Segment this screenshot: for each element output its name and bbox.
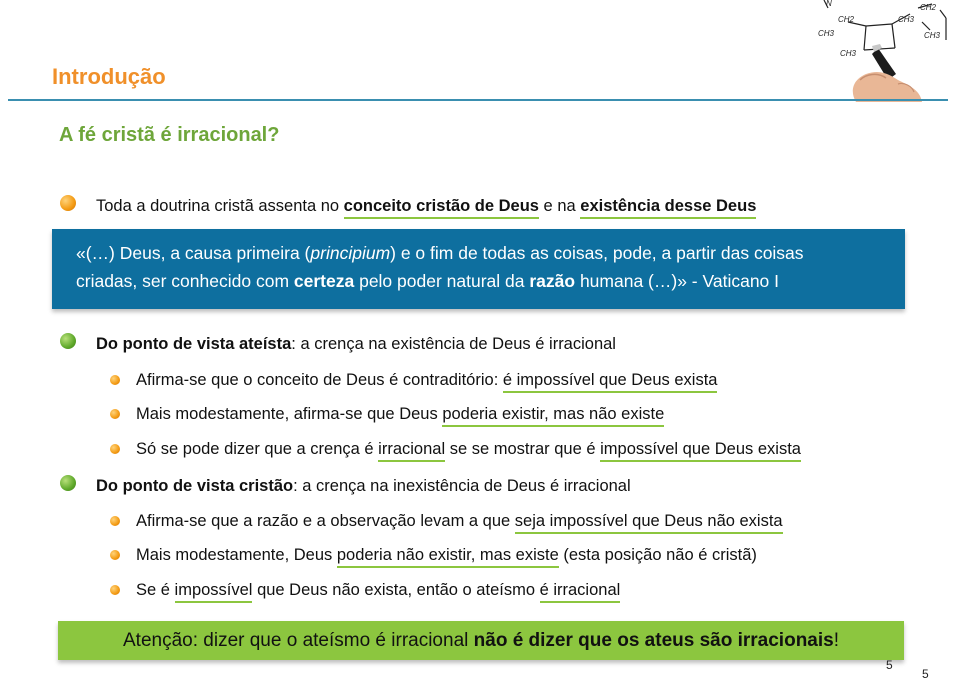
christian-point-1	[136, 511, 783, 531]
bullet-text: e na	[538, 197, 581, 215]
christian-viewpoint	[96, 476, 631, 496]
orange-subbullet-icon	[110, 444, 120, 454]
quote-text: humana (…)» - Vaticano I	[575, 271, 780, 291]
green-bullet-icon	[60, 333, 76, 349]
orange-subbullet-icon	[110, 516, 120, 526]
quote-line-2	[76, 267, 891, 295]
ch2-label: CH2	[920, 3, 937, 12]
quote-text: pelo poder natural da	[354, 271, 530, 291]
atheist-point-1	[136, 370, 717, 390]
slide-title: Introdução	[52, 64, 166, 89]
attention-banner	[58, 621, 904, 660]
point-underlined: impossível	[175, 581, 253, 603]
point-text: que Deus não exista, então o ateísmo	[252, 581, 540, 599]
point-text: Mais modestamente, afirma-se que Deus	[136, 405, 443, 423]
bullet-doctrine	[96, 196, 756, 216]
atheist-point-3	[136, 439, 801, 459]
vatican-quote-box	[52, 229, 905, 309]
attention-bold: não é dizer que os ateus são irracionais	[473, 630, 834, 651]
quote-line-1	[76, 239, 891, 267]
title-divider	[8, 99, 948, 101]
slide-subtitle: A fé cristã é irracional?	[59, 124, 280, 146]
ch3-label: CH3	[898, 15, 915, 24]
point-text: Só se pode dizer que a crença é	[136, 440, 379, 458]
point-underlined: impossível que Deus exista	[600, 440, 801, 462]
atheist-point-2	[136, 404, 664, 424]
ch3-label: CH3	[818, 29, 835, 38]
page-number-inner: 5	[886, 658, 893, 672]
point-text: (esta posição não é cristã)	[558, 546, 757, 564]
orange-subbullet-icon	[110, 375, 120, 385]
point-text: se se mostrar que é	[445, 440, 601, 458]
emphasis-concept: conceito cristão de Deus	[344, 197, 539, 219]
quote-bold: razão	[529, 271, 576, 291]
quote-text: «(…) Deus, a causa primeira (	[76, 243, 311, 263]
ch3-label: CH3	[840, 49, 857, 58]
orange-subbullet-icon	[110, 409, 120, 419]
christian-point-3	[136, 580, 620, 600]
point-text: Mais modestamente, Deus	[136, 546, 337, 564]
attention-text: !	[833, 630, 839, 651]
attention-text: Atenção: dizer que o ateísmo é irracional	[123, 630, 474, 651]
atheist-viewpoint	[96, 334, 616, 354]
quote-bold: certeza	[293, 271, 355, 291]
emphasis-existence: existência desse Deus	[580, 197, 756, 219]
point-underlined: seja impossível que Deus não exista	[515, 512, 783, 534]
point-text: Afirma-se que o conceito de Deus é contraditório:	[136, 371, 503, 389]
point-underlined: poderia existir, mas não existe	[442, 405, 664, 427]
bullet-text: Toda a doutrina cristã assenta no	[96, 197, 344, 215]
point-underlined: é impossível que Deus exista	[503, 371, 718, 393]
chemistry-hand-illustration	[800, 0, 966, 102]
point-text: Se é	[136, 581, 175, 599]
point-underlined: é irracional	[540, 581, 621, 603]
viewpoint-label: Do ponto de vista cristão	[96, 477, 294, 495]
n-label: N	[826, 0, 832, 8]
ch2-label: CH2	[838, 15, 855, 24]
page-number: 5	[922, 667, 929, 681]
viewpoint-text: : a crença na existência de Deus é irracional	[291, 335, 616, 353]
orange-subbullet-icon	[110, 550, 120, 560]
point-underlined: poderia não existir, mas existe	[337, 546, 559, 568]
orange-subbullet-icon	[110, 585, 120, 595]
viewpoint-text: : a crença na inexistência de Deus é irracional	[293, 477, 631, 495]
point-text: Afirma-se que a razão e a observação levam a que	[136, 512, 515, 530]
quote-text: criadas, ser conhecido com	[76, 271, 294, 291]
christian-point-2	[136, 545, 757, 565]
quote-text: ) e o fim de todas as coisas, pode, a partir das coisas	[390, 243, 804, 263]
ch3-label: CH3	[924, 31, 941, 40]
orange-bullet-icon	[60, 195, 76, 211]
green-bullet-icon	[60, 475, 76, 491]
point-underlined: irracional	[378, 440, 445, 462]
quote-italic: principium	[310, 243, 391, 263]
viewpoint-label: Do ponto de vista ateísta	[96, 335, 292, 353]
